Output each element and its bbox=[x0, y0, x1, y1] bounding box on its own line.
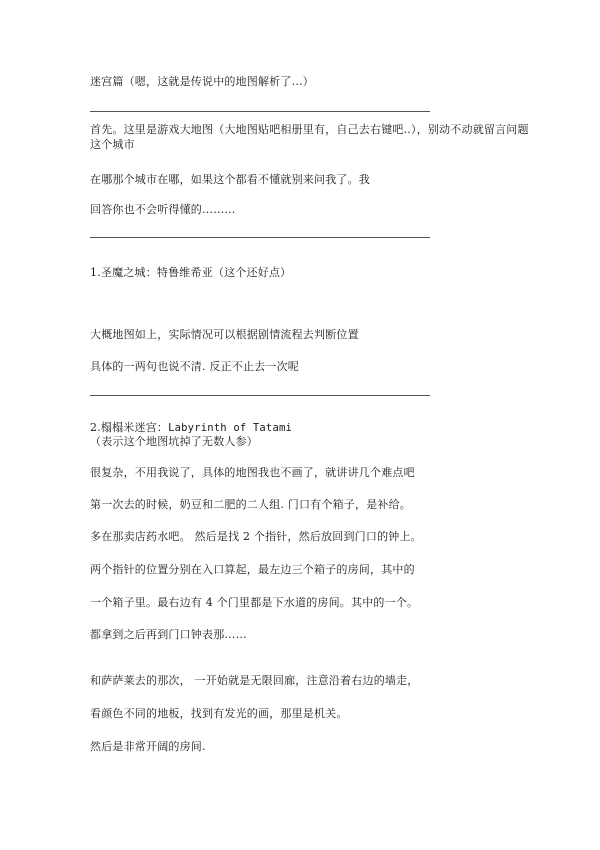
section2-line-4: 两个指针的位置分别在入口算起，最左边三个箱子的房间，其中的 bbox=[90, 563, 415, 576]
section2-line-3: 多在那卖店药水吧。 然后是找 2 个指针，然后放回到门口的钟上。 bbox=[90, 530, 422, 543]
divider bbox=[90, 111, 430, 112]
divider bbox=[90, 237, 430, 238]
section2-line-1: 很复杂，不用我说了，具体的地图我也不画了，就讲讲几个难点吧 bbox=[90, 466, 415, 479]
section1-heading: 1.圣魔之城：特鲁维希亚（这个还好点） bbox=[90, 266, 292, 279]
section2-heading-cn: 2.榻榻米迷宫： bbox=[90, 421, 169, 434]
intro-paragraph-2: 在哪那个城市在哪，如果这个都看不懂就别来问我了。我 bbox=[90, 173, 370, 186]
divider bbox=[90, 395, 430, 396]
section1-line-1: 大概地图如上，实际情况可以根据剧情流程去判断位置 bbox=[90, 328, 359, 341]
section2-line-8: 看颜色不同的地板，找到有发光的画，那里是机关。 bbox=[90, 707, 348, 720]
section2-subheading: （表示这个地图坑掉了无数人参） bbox=[90, 435, 258, 448]
intro-paragraph-1: 首先。这里是游戏大地图（大地图贴吧相册里有，自己去右键吧..），别动不动就留言问题这个城市 bbox=[90, 123, 529, 151]
section2-line-2: 第一次去的时候，奶豆和二肥的二人组. 门口有个箱子，是补给。 bbox=[90, 498, 411, 511]
section2-line-7: 和萨萨莱去的那次， 一开始就是无限回廊，注意沿着右边的墙走， bbox=[90, 674, 419, 687]
intro-paragraph-3: 回答你也不会听得懂的……… bbox=[90, 203, 236, 216]
doc-title: 迷宫篇（嗯，这就是传说中的地图解析了…） bbox=[90, 75, 314, 88]
section2-line-9: 然后是非常开阔的房间. bbox=[90, 740, 206, 753]
section1-line-2: 具体的一两句也说不清. 反正不止去一次呢 bbox=[90, 360, 299, 373]
section2-line-6: 都拿到之后再到门口钟表那…… bbox=[90, 628, 247, 641]
section2-line-5: 一个箱子里。最右边有 4 个门里都是下水道的房间。其中的一个。 bbox=[90, 596, 419, 609]
section2-heading-en: Labyrinth of Tatami bbox=[168, 422, 293, 434]
